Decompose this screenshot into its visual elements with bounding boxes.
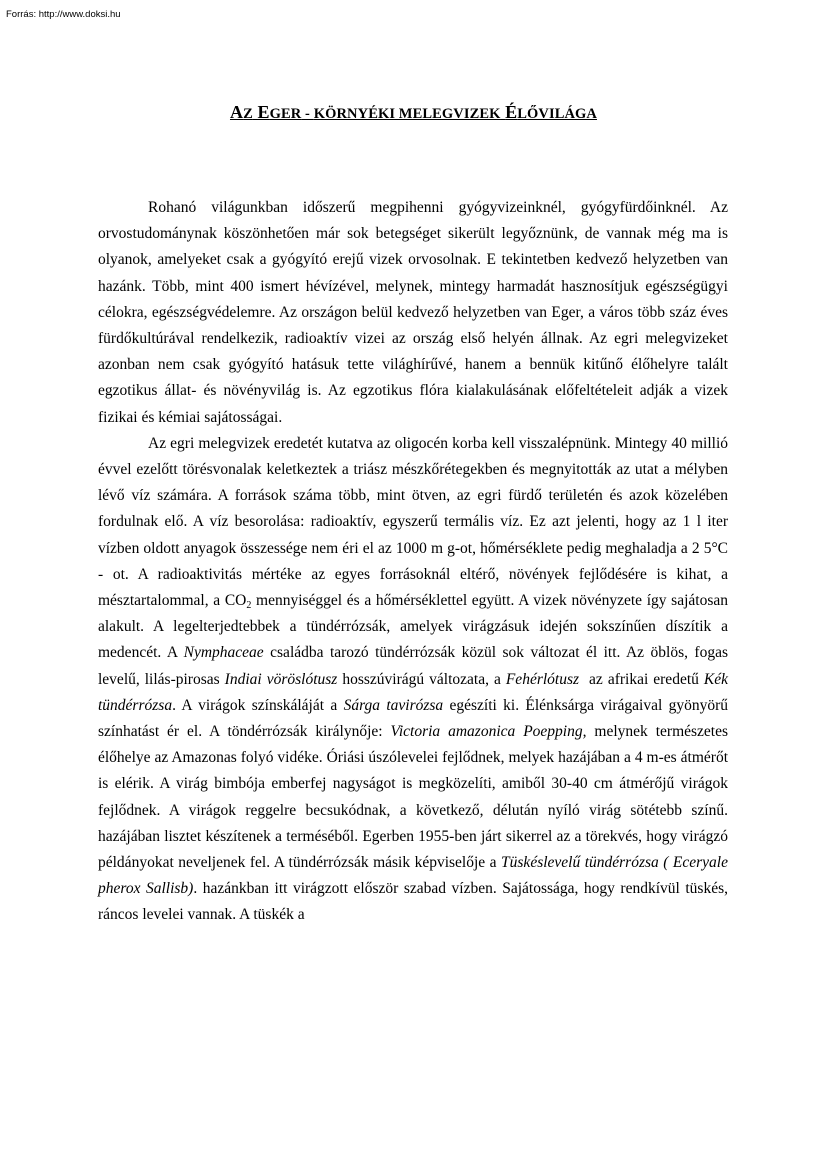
title-rest-z: Z: [243, 106, 253, 122]
latin-nymphaceae: Nymphaceae: [183, 644, 264, 662]
title-separator: -: [301, 106, 314, 122]
species-feherlotusz: Fehérlótusz: [505, 670, 580, 688]
page-title: [0, 102, 827, 123]
species-kek-tunderrozsa: Kék tündérrózsa: [98, 670, 728, 714]
source-line: Forrás: http://www.doksi.hu: [6, 9, 121, 20]
title-rest-elovilaga: LŐVILÁGA: [517, 106, 598, 122]
species-indiai-voroslotusz: Indiai vöröslótusz: [224, 670, 338, 688]
title-korn: KÖRNYÉKI MELEGVIZEK: [313, 106, 501, 122]
title-initial-elo: É: [505, 102, 518, 122]
p2-text-5: az afrikai eredetű: [579, 670, 704, 688]
title-initial-e: E: [257, 102, 270, 122]
species-tuskeslevelu: Tüskéslevelű tündérrózsa ( Eceryale pherox Sallisb): [98, 854, 728, 898]
p2-text-1: Az egri melegvizek eredetét kutatva az oligocén korba kell visszalépnünk. Mintegy 40 millió évvel ezelőtt törésvonalak keletkeztek a triász mészkőrétegekben és megnyitották az utat a mélyben lévő víz számára. A források száma több, mint ötven, az egri fürdő területén és azok közelében fordulnak elő. A víz besorolása: radioaktív, egyszerű termális víz. Ez azt jelenti, hogy az 1 l iter vízben oldott anyagok összessége nem éri el az 1000 m g-ot, hőmérséklete pedig meghaladja a 2 5°C - ot. A radioaktivitás mértéke az egyes forrásoknál eltérő, növények fejlődésére is kihat, a mésztartalommal, a CO: [98, 434, 728, 610]
species-victoria-amazonica: Victoria amazonica Poepping,: [390, 723, 587, 741]
title-initial-a: A: [229, 102, 244, 122]
paragraph-2: [98, 431, 728, 929]
p2-text-9: . hazánkban itt virágzott először szabad vízben. Sajátossága, hogy rendkívül tüskés, ráncos levelei vannak. A tüskék a: [98, 880, 728, 924]
p2-text-7: egészíti ki. Élénksárga virágaival gyönyörű színhatást ér el. A töndérrózsák királynője:: [98, 696, 729, 741]
p2-text-6: . A virágok színskáláját a: [172, 696, 344, 714]
paragraph-1: Rohanó világunkban időszerű megpihenni gyógyvizeinknél, gyógyfürdőinknél. Az orvostudománynak köszönhetően már sok betegséget sikerült legyőznünk, de vannak még ma is olyanok, amelyeket csak a gyógyító erejű vizek orvosolnak. E tekintetben kedvező helyzetben van hazánk. Több, mint 400 ismert hévízével, melynek, mintegy harmadát hasznosítjuk egészségügyi célokra, egészségvédelemre. Az országon belül kedvező helyzetben van Eger, a város több száz éves fürdőkultúrával rendelkezik, radioaktív vizei az ország első helyén állnak. Az egri melegvizeket azonban nem csak gyógyító hatásuk tette világhírűvé, hanem a bennük kitűnő élőhelyre talált egzotikus állat- és növényvilág is. Az egzotikus flóra kialakulásának előfeltételeit adják a vizek fizikai és kémiai sajátosságai.: [98, 199, 728, 426]
p2-text-8: melynek természetes élőhelye az Amazonas folyó vidéke. Óriási úszólevelei fejlődnek, melyek hazájában a 4 m-es átmérőt is elérik. A virág bimbója emberfej nagyságot is megközelíti, amiből 30-40 cm átmérőjű virágok fejlődnek. A virágok reggelre becsukódnak, a következő, délután nyíló virág sötétebb színű. hazájában lisztet készítenek a terméséből. Egerben 1955-ben járt sikerrel az a törekvés, hogy virágzó példányokat neveljenek fel. A tündérrózsák másik képviselője a: [98, 723, 729, 872]
co2-subscript: 2: [246, 600, 252, 612]
p2-text-4: hosszúvirágú változata, a: [337, 670, 506, 688]
p2-text-3: családba tarozó tündérrózsák közül sok változat él itt. Az öblös, fogas levelű, lilás-pirosas: [98, 644, 728, 688]
species-sarga-tavirozsa: Sárga tavirózsa: [343, 696, 444, 714]
document-body: [98, 195, 728, 929]
title-rest-ger: GER: [269, 106, 302, 122]
p2-text-2: mennyiséggel és a hőmérséklettel együtt. A vizek növényzete így sajátosan alakult. A legelterjedtebbek a tündérrózsák, amelyek virágzásuk idején sokszínűen díszítik a medencét. A: [98, 592, 728, 662]
